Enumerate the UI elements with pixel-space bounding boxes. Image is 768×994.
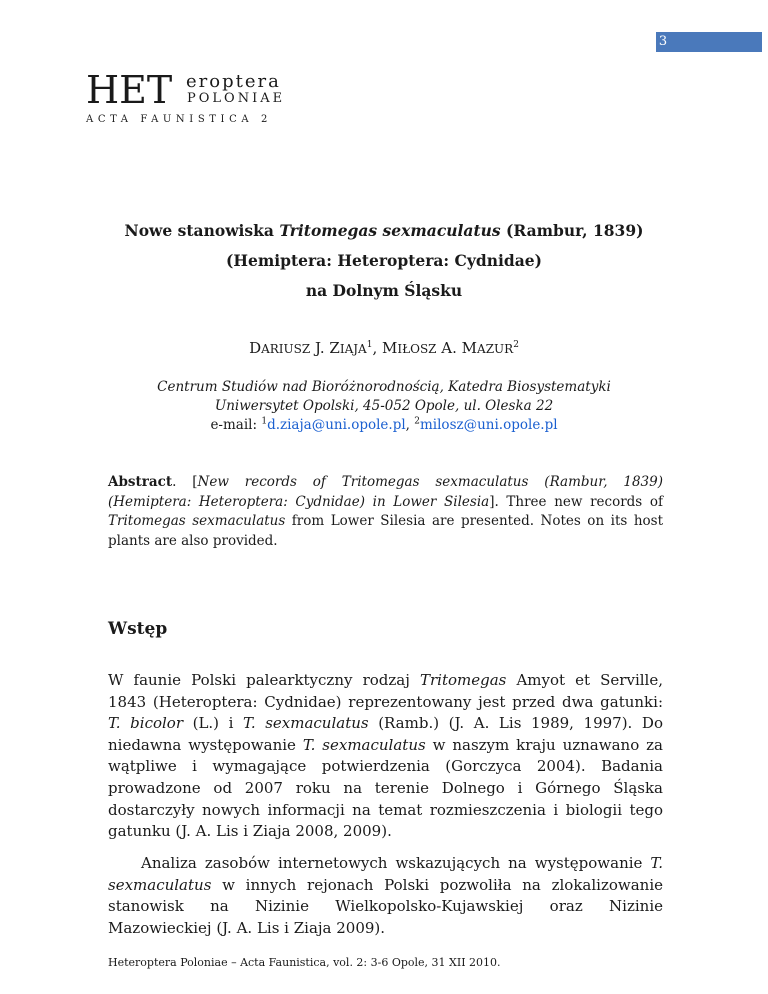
author-1-affil-mark: 1 — [366, 340, 373, 350]
title-line-2: (Hemiptera: Heteroptera: Cydnidae) — [226, 251, 542, 270]
logo-eroptera: eroptera — [186, 71, 281, 92]
author-1: D — [249, 339, 262, 357]
author-1-surname-rest: IAJA — [339, 342, 367, 356]
abstract-species: Tritomegas sexmaculatus — [108, 513, 286, 529]
p2-species: T. sexmaculatus — [108, 854, 663, 894]
title-authority: (Rambur, 1839) — [500, 221, 644, 240]
title-text: Nowe stanowiska — [124, 221, 280, 240]
email-2-link[interactable]: milosz@uni.opole.pl — [420, 417, 558, 433]
paper-title — [0, 216, 768, 306]
p2-text-2: w innych rejonach Polski pozwoliła na zlokalizowanie stanowisk na Nizinie Wielkopolsko-Kujawskiej oraz Nizinie Mazowieckiej (J. A. Lis i Ziaja 2009). — [108, 875, 663, 937]
author-2-surname: M — [461, 339, 478, 357]
author-list — [0, 338, 768, 359]
author-2-rest: IŁOSZ — [397, 342, 437, 356]
section-heading: Wstęp — [108, 619, 168, 639]
page-number: 3 — [658, 34, 668, 49]
p1-text-3: (L.) i — [183, 714, 244, 733]
abstract-bracket: . [ — [172, 474, 198, 490]
p1-text-2: Amyot et Serville, 1843 (Heteroptera: Cydnidae) reprezentowany jest przed dwa gatunki: — [108, 671, 663, 711]
abstract-label: Abstract — [108, 474, 173, 490]
paragraph-2 — [108, 853, 663, 939]
email-1-mark: 1 — [261, 416, 268, 427]
author-2: M — [382, 339, 398, 357]
email-label: e-mail: — [210, 417, 262, 433]
author-1-rest: ARIUSZ — [261, 342, 311, 356]
abstract-text-2: from Lower Silesia are presented. Notes on its host plants are also provided. — [108, 513, 663, 549]
p1-species-2: T. sexmaculatus — [243, 714, 369, 733]
logo-acta-faunistica: ACTA FAUNISTICA 2 — [86, 114, 272, 125]
paragraph-1 — [108, 670, 663, 843]
title-species: Tritomegas sexmaculatus — [279, 221, 501, 240]
logo-poloniae: POLONIAE — [187, 91, 286, 106]
author-2-surname-rest: AZUR — [477, 342, 514, 356]
abstract-text-1: ]. Three new records of — [489, 493, 664, 510]
p2-text-1: Analiza zasobów internetowych wskazujących na występowanie — [141, 854, 651, 872]
p1-text-1: W faunie Polski palearktyczny rodzaj — [108, 671, 420, 689]
author-2-initial: A. — [436, 339, 462, 357]
email-2-mark: 2 — [414, 416, 420, 427]
p1-text-4: (Ramb.) (J. A. Lis 1989, 1997). Do niedawna występowanie — [108, 714, 663, 754]
author-2-affil-mark: 2 — [513, 340, 519, 350]
title-line-1 — [0, 216, 768, 246]
email-1-link[interactable]: d.ziaja@uni.opole.pl — [267, 417, 406, 433]
author-separator: , — [372, 339, 382, 357]
journal-logo — [86, 70, 286, 126]
affiliation-line-1: Centrum Studiów nad Bioróżnorodnością, Katedra Biosystematyki — [157, 379, 611, 395]
p1-genus: Tritomegas — [419, 671, 507, 689]
author-1-initial: J. — [310, 339, 330, 357]
author-1-surname: Z — [329, 339, 340, 357]
p1-species-3: T. sexmaculatus — [302, 735, 426, 754]
p1-text-5: w naszym kraju uznawano za wątpliwe i wymagające potwierdzenia (Gorczyca 2004). Badania prowadzone od 2007 roku na terenie Dolnego i Górnego Śląska dostarczyły nowych informacji na temat rozmieszczenia i biologii tego gatunku (J. A. Lis i Ziaja 2008, 2009). — [108, 735, 663, 841]
affiliation — [0, 378, 768, 435]
abstract — [108, 473, 663, 551]
logo-het: HET — [86, 68, 173, 112]
page-footer: Heteroptera Poloniae – Acta Faunistica, vol. 2: 3-6 Opole, 31 XII 2010. — [108, 956, 501, 969]
affiliation-line-2: Uniwersytet Opolski, 45-052 Opole, ul. Oleska 22 — [214, 398, 554, 414]
title-line-3: na Dolnym Śląsku — [305, 281, 463, 300]
email-line — [0, 416, 768, 435]
abstract-english-title: New records of Tritomegas sexmaculatus (Rambur, 1839) (Hemiptera: Heteroptera: Cydnidae) in Lower Silesia — [108, 474, 663, 510]
p1-species-1: T. bicolor — [108, 714, 183, 733]
email-separator: , — [405, 417, 415, 433]
